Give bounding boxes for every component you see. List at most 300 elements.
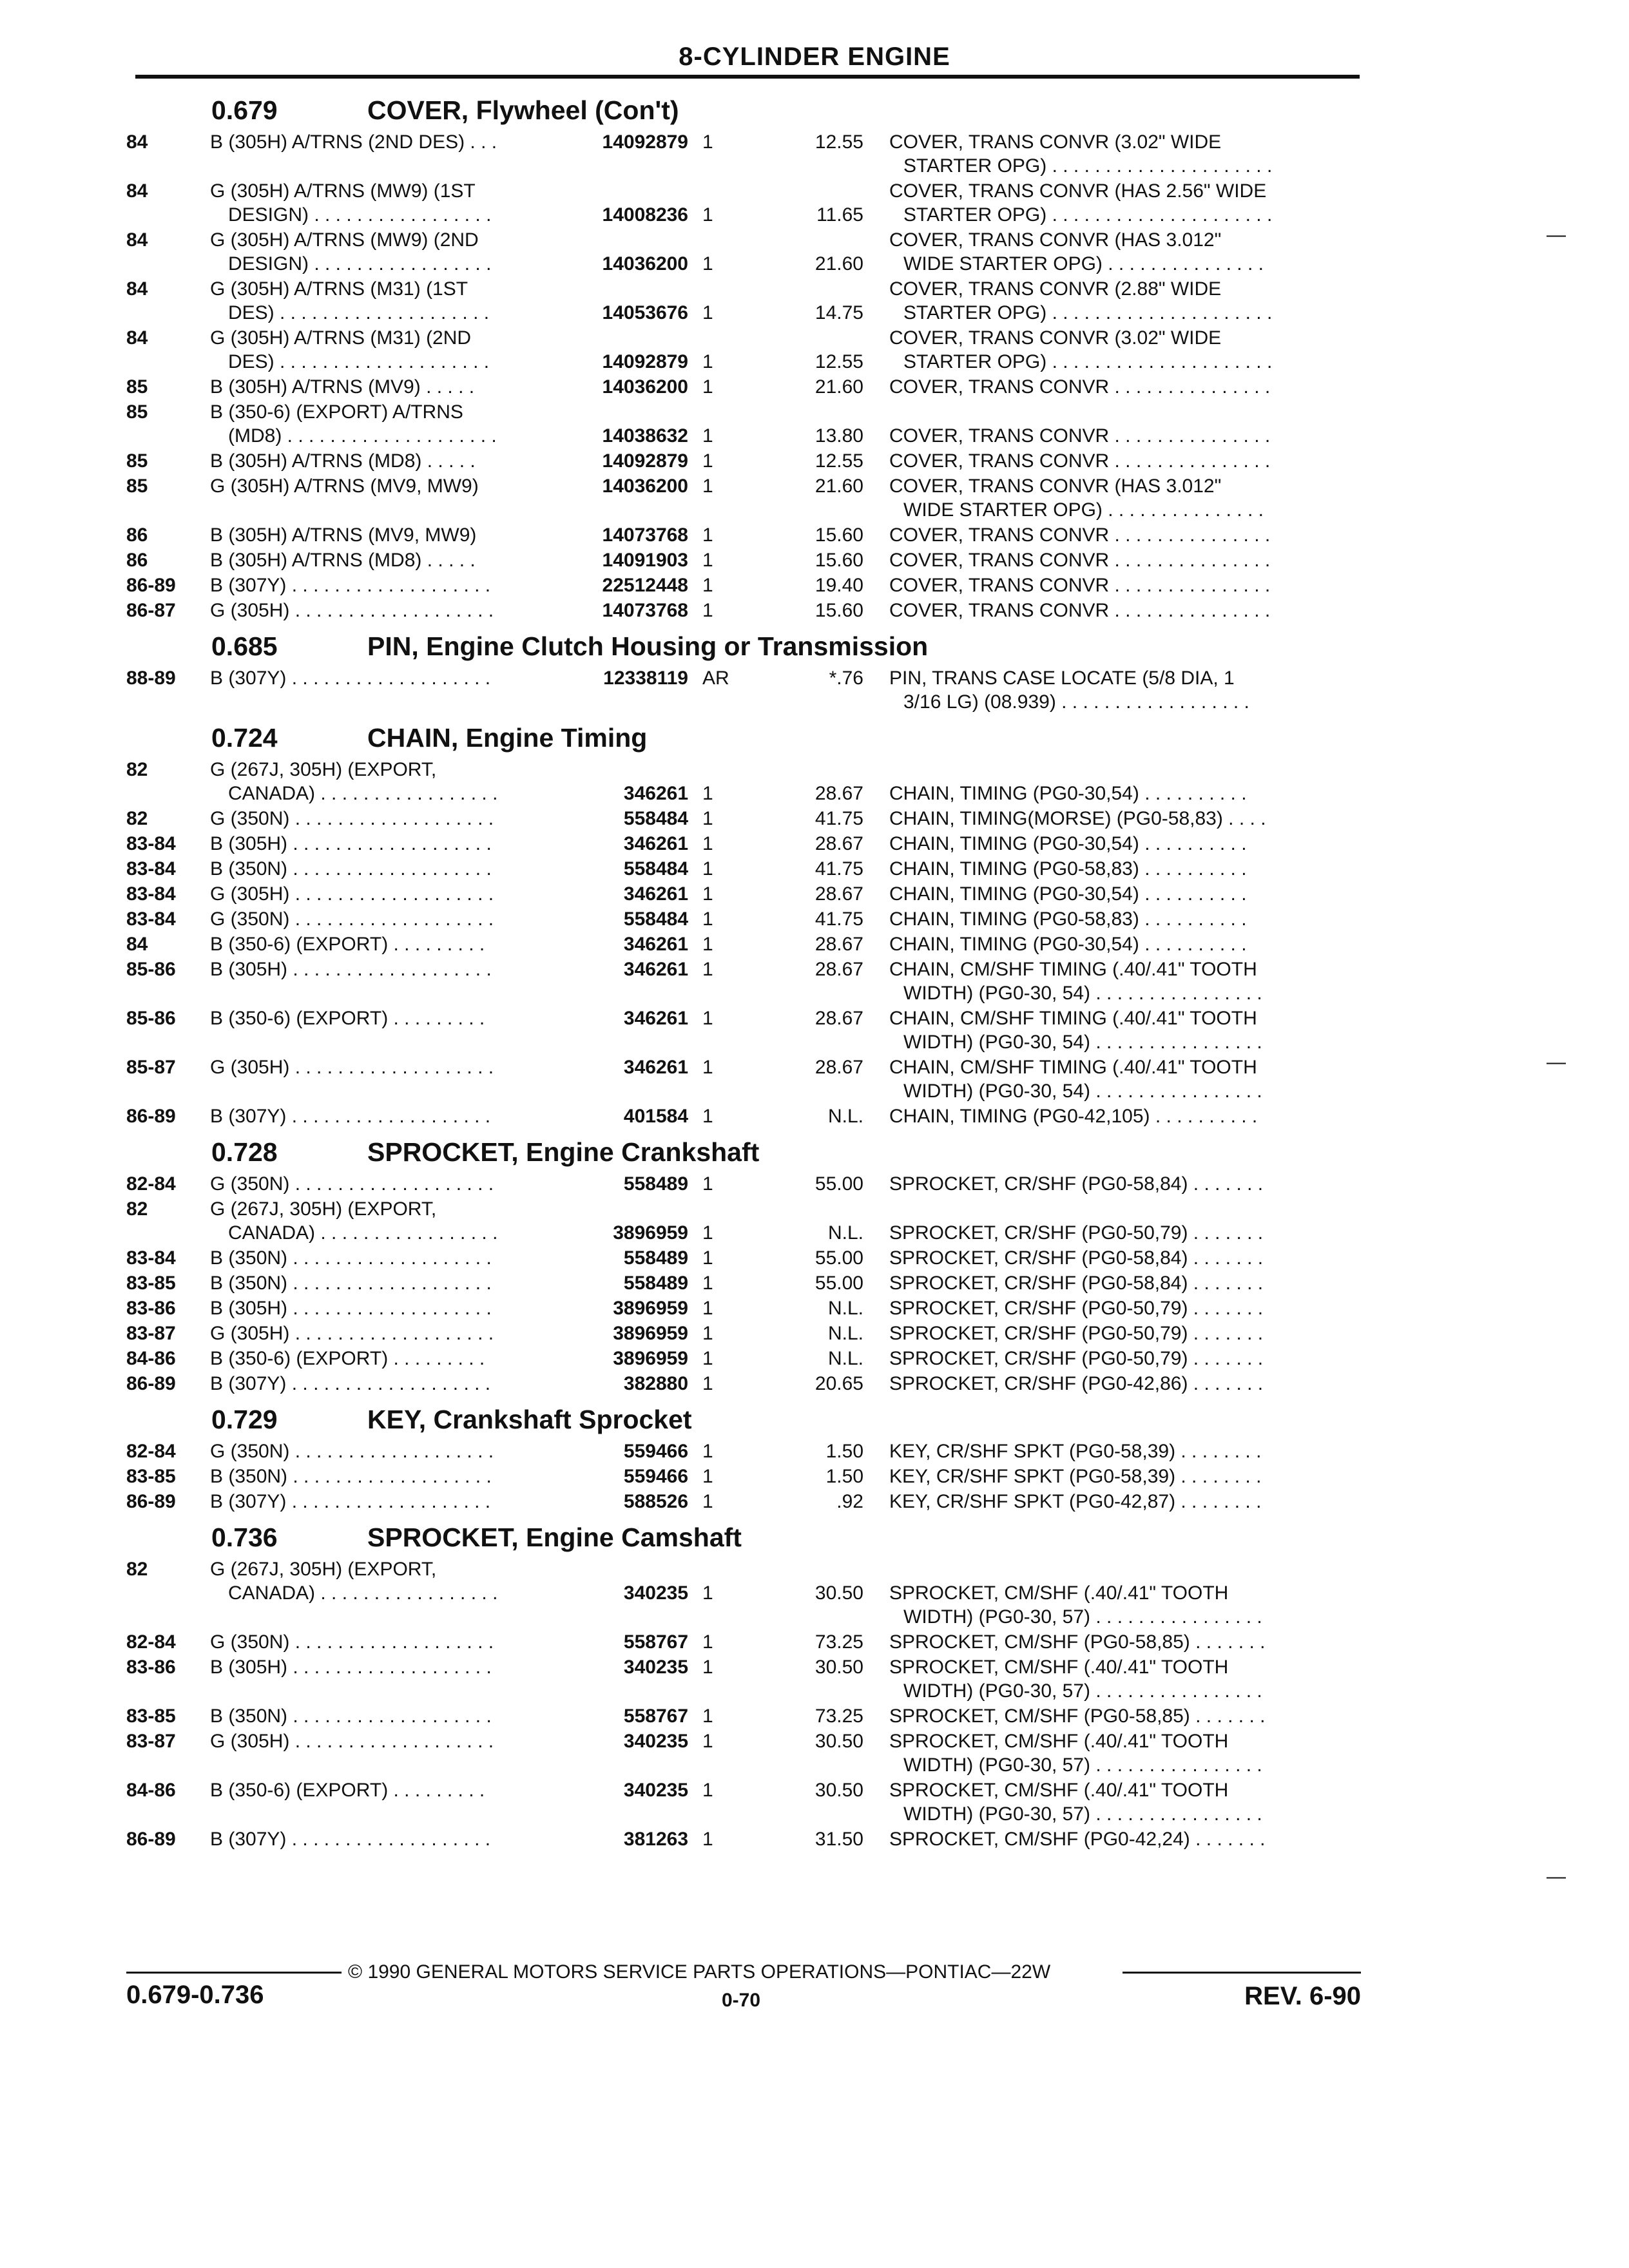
price: 13.80: [815, 425, 863, 447]
application-line: B (305H) A/TRNS (2ND DES) . . .: [210, 131, 497, 153]
model-year: 83-84: [126, 858, 176, 879]
description-line: WIDTH) (PG0-30, 54) . . . . . . . . . . . . . . . .: [903, 983, 1262, 1004]
quantity: 1: [702, 1829, 713, 1850]
application-line: DES) . . . . . . . . . . . . . . . . . . . .: [228, 302, 490, 323]
application-line: B (305H) . . . . . . . . . . . . . . . . . . .: [210, 1298, 492, 1319]
application-line: B (350N) . . . . . . . . . . . . . . . . . . .: [210, 1466, 492, 1487]
application-line: G (305H) A/TRNS (MV9, MW9): [210, 476, 479, 497]
description: [889, 1490, 1360, 1514]
application-line: B (305H) A/TRNS (MD8) . . . . .: [210, 450, 476, 472]
part-row: [0, 758, 1629, 805]
price: 21.60: [815, 253, 863, 274]
price: 14.75: [815, 302, 863, 323]
description-line: CHAIN, CM/SHF TIMING (.40/.41" TOOTH: [889, 959, 1257, 980]
application-line: B (307Y) . . . . . . . . . . . . . . . . . . .: [210, 575, 491, 596]
description: [889, 326, 1360, 374]
part-number: 558484: [623, 858, 688, 879]
price: N.L.: [827, 1348, 863, 1369]
description-line: CHAIN, TIMING (PG0-42,105) . . . . . . . . . .: [889, 1106, 1258, 1127]
part-row: [0, 1465, 1629, 1488]
application: [210, 228, 571, 276]
price: 28.67: [815, 934, 863, 955]
section-number: 0.679: [211, 95, 278, 125]
model-year: 85: [126, 476, 148, 497]
model-year: 82-84: [126, 1173, 176, 1195]
description: [889, 548, 1360, 572]
model-year: 84: [126, 229, 148, 251]
part-row: [0, 832, 1629, 856]
description-line: KEY, CR/SHF SPKT (PG0-58,39) . . . . . . . .: [889, 1466, 1262, 1487]
footer-revision: REV. 6-90: [1244, 1982, 1361, 2010]
description-line: COVER, TRANS CONVR . . . . . . . . . . . . . . .: [889, 550, 1271, 571]
model-year: 83-84: [126, 883, 176, 905]
application: [210, 1704, 571, 1728]
margin-tick: —: [1547, 1052, 1566, 1073]
model-year: 84: [126, 278, 148, 300]
price: 12.55: [815, 351, 863, 372]
page-title: 8-CYLINDER ENGINE: [679, 43, 950, 71]
quantity: 1: [702, 883, 713, 905]
part-number: 14036200: [602, 476, 688, 497]
application-line: B (307Y) . . . . . . . . . . . . . . . . . . .: [210, 668, 491, 689]
description-line: COVER, TRANS CONVR . . . . . . . . . . . . . . .: [889, 575, 1271, 596]
price: 28.67: [815, 833, 863, 854]
part-number: 14038632: [602, 425, 688, 447]
quantity: 1: [702, 1173, 713, 1195]
part-number: 14092879: [602, 450, 688, 472]
description: [889, 1172, 1360, 1196]
model-year: 88-89: [126, 668, 176, 689]
description: [889, 1704, 1360, 1728]
description-line: CHAIN, TIMING (PG0-30,54) . . . . . . . . . .: [889, 833, 1247, 854]
application-line: G (305H) . . . . . . . . . . . . . . . . . . .: [210, 1323, 494, 1344]
part-row: [0, 1104, 1629, 1128]
application-line: B (307Y) . . . . . . . . . . . . . . . . . . .: [210, 1106, 491, 1127]
price: 19.40: [815, 575, 863, 596]
price: 1.50: [825, 1441, 863, 1462]
description: [889, 666, 1360, 714]
description-line: SPROCKET, CR/SHF (PG0-50,79) . . . . . . .: [889, 1348, 1264, 1369]
part-row: [0, 882, 1629, 906]
model-year: 85: [126, 376, 148, 398]
price: 15.60: [815, 600, 863, 621]
application-line: G (350N) . . . . . . . . . . . . . . . . . . .: [210, 808, 494, 829]
application: [210, 1372, 571, 1396]
application: [210, 1439, 571, 1463]
section-title: SPROCKET, Engine Crankshaft: [367, 1137, 760, 1167]
price: 20.65: [815, 1373, 863, 1394]
part-row: [0, 1172, 1629, 1196]
description-line: SPROCKET, CR/SHF (PG0-50,79) . . . . . . .: [889, 1222, 1264, 1244]
application-line: G (350N) . . . . . . . . . . . . . . . . . . .: [210, 908, 494, 930]
description-line: COVER, TRANS CONVR . . . . . . . . . . . . . . .: [889, 425, 1271, 447]
price: 73.25: [815, 1706, 863, 1727]
quantity: 1: [702, 524, 713, 546]
description: [889, 375, 1360, 399]
part-row: [0, 1372, 1629, 1396]
part-row: [0, 1778, 1629, 1826]
application-line: G (305H) A/TRNS (M31) (1ST: [210, 278, 468, 300]
price: 30.50: [815, 1731, 863, 1752]
part-number: 14036200: [602, 376, 688, 398]
model-year: 85: [126, 401, 148, 423]
description-line: PIN, TRANS CASE LOCATE (5/8 DIA, 1: [889, 668, 1235, 689]
description-line: CHAIN, TIMING (PG0-58,83) . . . . . . . . . .: [889, 858, 1247, 879]
application: [210, 1347, 571, 1370]
application: [210, 326, 571, 374]
part-row: [0, 807, 1629, 831]
description: [889, 1055, 1360, 1103]
part-row: [0, 523, 1629, 547]
description-line: COVER, TRANS CONVR (2.88" WIDE: [889, 278, 1222, 300]
model-year: 86-89: [126, 575, 176, 596]
price: 73.25: [815, 1631, 863, 1653]
description-line: STARTER OPG) . . . . . . . . . . . . . . . . . . . . .: [903, 204, 1273, 226]
part-row: [0, 179, 1629, 227]
part-row: [0, 1006, 1629, 1054]
quantity: 1: [702, 550, 713, 571]
part-row: [0, 573, 1629, 597]
part-row: [0, 474, 1629, 522]
description: [889, 1729, 1360, 1777]
application: [210, 1197, 571, 1245]
section-title: SPROCKET, Engine Camshaft: [367, 1523, 742, 1552]
model-year: 86: [126, 550, 148, 571]
part-row: [0, 1729, 1629, 1777]
description-line: COVER, TRANS CONVR (HAS 2.56" WIDE: [889, 180, 1267, 202]
part-row: [0, 907, 1629, 931]
application-line: B (350-6) (EXPORT) . . . . . . . . .: [210, 934, 485, 955]
price: 11.65: [816, 204, 863, 226]
quantity: 1: [702, 204, 713, 226]
application: [210, 474, 571, 498]
model-year: 86-89: [126, 1106, 176, 1127]
application-line: B (350-6) (EXPORT) . . . . . . . . .: [210, 1348, 485, 1369]
quantity: 1: [702, 1373, 713, 1394]
description-line: CHAIN, TIMING (PG0-30,54) . . . . . . . . . .: [889, 783, 1247, 804]
description-line: 3/16 LG) (08.939) . . . . . . . . . . . . . . . . . .: [903, 691, 1249, 713]
description: [889, 957, 1360, 1005]
part-row: [0, 857, 1629, 881]
part-row: [0, 548, 1629, 572]
description-line: [889, 1557, 1360, 1581]
model-year: 86-89: [126, 1829, 176, 1850]
application: [210, 1104, 571, 1128]
model-year: 82: [126, 808, 148, 829]
part-row: [0, 375, 1629, 399]
model-year: 83-86: [126, 1657, 176, 1678]
application-line: CANADA) . . . . . . . . . . . . . . . . .: [228, 783, 498, 804]
description: [889, 228, 1360, 276]
price: 28.67: [815, 883, 863, 905]
application-line: CANADA) . . . . . . . . . . . . . . . . .: [228, 1582, 498, 1604]
application-line: G (305H) A/TRNS (MW9) (2ND: [210, 229, 479, 251]
quantity: 1: [702, 131, 713, 153]
application: [210, 758, 571, 805]
description-line: WIDTH) (PG0-30, 54) . . . . . . . . . . . . . . . .: [903, 1081, 1262, 1102]
description: [889, 1778, 1360, 1826]
quantity: 1: [702, 1323, 713, 1344]
application: [210, 599, 571, 622]
description: [889, 1557, 1360, 1629]
quantity: 1: [702, 908, 713, 930]
part-number: 346261: [623, 883, 688, 905]
description: [889, 932, 1360, 956]
description: [889, 807, 1360, 831]
part-number: 340235: [623, 1582, 688, 1604]
model-year: 84: [126, 131, 148, 153]
part-row: [0, 599, 1629, 622]
part-number: 22512448: [602, 575, 688, 596]
model-year: 83-87: [126, 1731, 176, 1752]
part-number: 346261: [623, 1008, 688, 1029]
description-line: CHAIN, TIMING(MORSE) (PG0-58,83) . . . .: [889, 808, 1266, 829]
price: 28.67: [815, 783, 863, 804]
quantity: 1: [702, 1491, 713, 1512]
description: [889, 1655, 1360, 1703]
price: *.76: [829, 668, 863, 689]
application: [210, 1655, 571, 1679]
application-line: B (307Y) . . . . . . . . . . . . . . . . . . .: [210, 1373, 491, 1394]
description: [889, 857, 1360, 881]
footer-rule-right: [1123, 1972, 1361, 1974]
application: [210, 1778, 571, 1802]
application-line: B (350-6) (EXPORT) A/TRNS: [210, 401, 463, 423]
description: [889, 1630, 1360, 1654]
description-line: SPROCKET, CR/SHF (PG0-58,84) . . . . . . .: [889, 1273, 1264, 1294]
application-line: G (305H) . . . . . . . . . . . . . . . . . . .: [210, 1057, 494, 1078]
application: [210, 449, 571, 473]
application: [210, 882, 571, 906]
application: [210, 832, 571, 856]
description-line: WIDE STARTER OPG) . . . . . . . . . . . . . . .: [903, 499, 1264, 521]
application-line: DESIGN) . . . . . . . . . . . . . . . . .: [228, 253, 492, 274]
part-number: 558767: [623, 1631, 688, 1653]
description: [889, 1347, 1360, 1370]
model-year: 83-85: [126, 1273, 176, 1294]
application-line: G (305H) . . . . . . . . . . . . . . . . . . .: [210, 883, 494, 905]
description: [889, 400, 1360, 448]
quantity: 1: [702, 1731, 713, 1752]
description: [889, 179, 1360, 227]
description: [889, 474, 1360, 522]
model-year: 85: [126, 450, 148, 472]
description-line: [889, 400, 1360, 424]
application: [210, 375, 571, 399]
price: 15.60: [815, 524, 863, 546]
description-line: WIDTH) (PG0-30, 54) . . . . . . . . . . . . . . . .: [903, 1032, 1262, 1053]
part-row: [0, 1439, 1629, 1463]
part-row: [0, 1321, 1629, 1345]
part-number: 14092879: [602, 131, 688, 153]
application: [210, 573, 571, 597]
section-title: COVER, Flywheel (Con't): [367, 95, 679, 125]
application: [210, 1055, 571, 1079]
part-row: [0, 228, 1629, 276]
quantity: AR: [702, 668, 729, 689]
application: [210, 907, 571, 931]
quantity: 1: [702, 1657, 713, 1678]
application-line: G (305H) A/TRNS (M31) (2ND: [210, 327, 472, 349]
part-number: 382880: [623, 1373, 688, 1394]
application-line: (MD8) . . . . . . . . . . . . . . . . . . . .: [228, 425, 497, 447]
description-line: WIDTH) (PG0-30, 57) . . . . . . . . . . . . . . . .: [903, 1680, 1262, 1702]
description-line: COVER, TRANS CONVR . . . . . . . . . . . . . . .: [889, 376, 1271, 398]
application-line: DESIGN) . . . . . . . . . . . . . . . . .: [228, 204, 492, 226]
application: [210, 666, 571, 690]
quantity: 1: [702, 1247, 713, 1269]
application: [210, 1729, 571, 1753]
description: [889, 1465, 1360, 1488]
price: 21.60: [815, 376, 863, 398]
description-line: KEY, CR/SHF SPKT (PG0-58,39) . . . . . . . .: [889, 1441, 1262, 1462]
application-line: B (350N) . . . . . . . . . . . . . . . . . . .: [210, 858, 492, 879]
description-line: KEY, CR/SHF SPKT (PG0-42,87) . . . . . . . .: [889, 1491, 1262, 1512]
section-title: PIN, Engine Clutch Housing or Transmission: [367, 631, 929, 661]
model-year: 85-86: [126, 1008, 176, 1029]
application-line: B (305H) . . . . . . . . . . . . . . . . . . .: [210, 833, 492, 854]
model-year: 84-86: [126, 1780, 176, 1801]
description: [889, 277, 1360, 325]
description: [889, 1006, 1360, 1054]
description-line: COVER, TRANS CONVR (HAS 3.012": [889, 476, 1222, 497]
description: [889, 449, 1360, 473]
description-line: CHAIN, TIMING (PG0-30,54) . . . . . . . . . .: [889, 934, 1247, 955]
application: [210, 400, 571, 448]
quantity: 1: [702, 1273, 713, 1294]
model-year: 86: [126, 524, 148, 546]
model-year: 85-87: [126, 1057, 176, 1078]
price: 15.60: [815, 550, 863, 571]
application: [210, 130, 571, 154]
application: [210, 1827, 571, 1851]
description-line: [889, 1197, 1360, 1221]
part-number: 346261: [623, 1057, 688, 1078]
quantity: 1: [702, 808, 713, 829]
part-row: [0, 1271, 1629, 1295]
description-line: STARTER OPG) . . . . . . . . . . . . . . . . . . . . .: [903, 155, 1273, 177]
quantity: 1: [702, 425, 713, 447]
price: 41.75: [815, 808, 863, 829]
price: 12.55: [815, 450, 863, 472]
part-row: [0, 449, 1629, 473]
description-line: SPROCKET, CR/SHF (PG0-58,84) . . . . . . .: [889, 1247, 1264, 1269]
application-line: G (267J, 305H) (EXPORT,: [210, 1559, 437, 1580]
quantity: 1: [702, 1222, 713, 1244]
part-number: 559466: [623, 1466, 688, 1487]
description-line: SPROCKET, CM/SHF (PG0-58,85) . . . . . . .: [889, 1706, 1266, 1727]
application: [210, 957, 571, 981]
price: 28.67: [815, 1057, 863, 1078]
part-number: 14008236: [602, 204, 688, 226]
application-line: B (305H) . . . . . . . . . . . . . . . . . . .: [210, 1657, 492, 1678]
application-line: G (350N) . . . . . . . . . . . . . . . . . . .: [210, 1631, 494, 1653]
application-line: B (305H) A/TRNS (MV9) . . . . .: [210, 376, 475, 398]
quantity: 1: [702, 302, 713, 323]
application-line: G (305H) . . . . . . . . . . . . . . . . . . .: [210, 1731, 494, 1752]
application: [210, 1630, 571, 1654]
description-line: COVER, TRANS CONVR (3.02" WIDE: [889, 327, 1222, 349]
part-row: [0, 957, 1629, 1005]
model-year: 84-86: [126, 1348, 176, 1369]
description-line: SPROCKET, CM/SHF (PG0-42,24) . . . . . . .: [889, 1829, 1266, 1850]
description-line: COVER, TRANS CONVR . . . . . . . . . . . . . . .: [889, 450, 1271, 472]
model-year: 82-84: [126, 1441, 176, 1462]
quantity: 1: [702, 351, 713, 372]
quantity: 1: [702, 1106, 713, 1127]
application: [210, 179, 571, 227]
section-title: CHAIN, Engine Timing: [367, 723, 648, 753]
part-row: [0, 1055, 1629, 1103]
part-number: 14053676: [602, 302, 688, 323]
price: 12.55: [815, 131, 863, 153]
description-line: SPROCKET, CM/SHF (.40/.41" TOOTH: [889, 1657, 1229, 1678]
description: [889, 599, 1360, 622]
quantity: 1: [702, 858, 713, 879]
description-line: SPROCKET, CM/SHF (.40/.41" TOOTH: [889, 1731, 1229, 1752]
quantity: 1: [702, 1631, 713, 1653]
part-row: [0, 1347, 1629, 1370]
model-year: 84: [126, 934, 148, 955]
model-year: 83-84: [126, 1247, 176, 1269]
price: N.L.: [827, 1298, 863, 1319]
application: [210, 548, 571, 572]
model-year: 83-86: [126, 1298, 176, 1319]
quantity: 1: [702, 1057, 713, 1078]
part-number: 558484: [623, 808, 688, 829]
part-number: 558489: [623, 1247, 688, 1269]
price: 28.67: [815, 959, 863, 980]
price: 31.50: [815, 1829, 863, 1850]
application: [210, 1246, 571, 1270]
part-number: 14073768: [602, 524, 688, 546]
application-line: G (350N) . . . . . . . . . . . . . . . . . . .: [210, 1441, 494, 1462]
application: [210, 857, 571, 881]
part-row: [0, 277, 1629, 325]
application-line: G (350N) . . . . . . . . . . . . . . . . . . .: [210, 1173, 494, 1195]
application: [210, 1321, 571, 1345]
description: [889, 130, 1360, 178]
quantity: 1: [702, 1706, 713, 1727]
description: [889, 573, 1360, 597]
model-year: 82: [126, 759, 148, 780]
price: N.L.: [827, 1222, 863, 1244]
model-year: 82: [126, 1559, 148, 1580]
part-number: 3896959: [613, 1348, 688, 1369]
description: [889, 1321, 1360, 1345]
price: 21.60: [815, 476, 863, 497]
part-number: 14092879: [602, 351, 688, 372]
description-line: STARTER OPG) . . . . . . . . . . . . . . . . . . . . .: [903, 302, 1273, 323]
part-row: [0, 932, 1629, 956]
part-row: [0, 400, 1629, 448]
description-line: SPROCKET, CR/SHF (PG0-50,79) . . . . . . .: [889, 1298, 1264, 1319]
model-year: 83-87: [126, 1323, 176, 1344]
section-number: 0.729: [211, 1405, 278, 1434]
application-line: B (305H) . . . . . . . . . . . . . . . . . . .: [210, 959, 492, 980]
price: 55.00: [815, 1173, 863, 1195]
description-line: SPROCKET, CR/SHF (PG0-50,79) . . . . . . .: [889, 1323, 1264, 1344]
model-year: 86-89: [126, 1373, 176, 1394]
part-row: [0, 1827, 1629, 1851]
quantity: 1: [702, 1348, 713, 1369]
description-line: CHAIN, CM/SHF TIMING (.40/.41" TOOTH: [889, 1057, 1257, 1078]
quantity: 1: [702, 959, 713, 980]
application-line: G (267J, 305H) (EXPORT,: [210, 1198, 437, 1220]
header-rule: [135, 75, 1360, 79]
description: [889, 1271, 1360, 1295]
application-line: G (305H) A/TRNS (MW9) (1ST: [210, 180, 476, 202]
